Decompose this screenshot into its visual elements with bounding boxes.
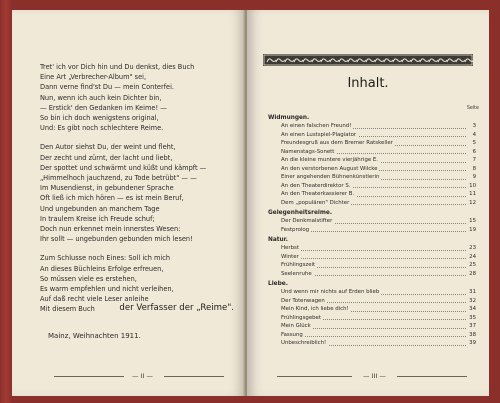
toc-entry-page: 31 (466, 288, 476, 297)
poem-line: Den Autor siehst Du, der weint und fleht, (40, 143, 176, 152)
toc-entry-page: 23 (466, 244, 476, 253)
poem-line: — Erstick' den Gedanken im Keime! — (40, 103, 167, 112)
toc-entry-page: 6 (466, 148, 476, 157)
toc-entry-page: 5 (466, 139, 476, 148)
poem-line: Eine Art „Verbrecher-Album" sei, (40, 73, 147, 82)
poem-line: Im Musendienst, in gebundener Sprache (40, 184, 174, 193)
toc-title: Inhalt. (347, 76, 389, 91)
toc-entry-title: Seelenruhe (281, 270, 312, 277)
toc-entry-title: Namenstags-Sonett (281, 148, 335, 155)
toc-entry (268, 253, 476, 262)
toc-entry (268, 322, 476, 331)
toc-entry (268, 139, 476, 148)
toc-entry (268, 182, 476, 191)
toc-entry (268, 131, 476, 140)
preface-poem (40, 62, 245, 324)
poem-line: So bin ich doch wenigstens original, (40, 114, 159, 123)
toc-entry-page: 35 (466, 314, 476, 323)
poem-line: „Himmelhoch jauchzend, zu Tode betrübt" — — (40, 174, 197, 183)
poem-stanza (40, 62, 245, 133)
footer-rule-left-2 (164, 376, 224, 377)
toc-entry (268, 122, 476, 131)
toc-entry-title: An den Theaterdirektor S. (281, 182, 351, 189)
poem-line: Es warm empfehlen und nicht verleihen, (40, 285, 174, 294)
poem-line: Zum Schlusse noch Eines: Soll ich mich (40, 254, 171, 263)
toc-entry-page: 25 (466, 261, 476, 270)
page-number-left: — II — (132, 372, 153, 380)
toc-section-heading: Natur. (268, 237, 288, 243)
toc-entry-title: Einer angehenden Bühnenkünstlerin (281, 174, 380, 180)
footer-rule-right-2 (397, 376, 467, 377)
toc-leader-dots (281, 336, 466, 337)
toc-entry-title: Der Totenwagen (281, 297, 325, 304)
toc-leader-dots (281, 258, 466, 259)
toc-entry (268, 226, 476, 235)
toc-section-heading: Gelegenheitsreime. (268, 210, 333, 216)
toc-entry-page: 24 (466, 253, 476, 262)
toc-entry (268, 173, 476, 182)
footer-rule-left-1 (54, 376, 124, 377)
ornamental-border (263, 54, 473, 66)
toc-entry (268, 156, 476, 165)
toc-entry-page: 39 (466, 339, 476, 348)
toc-entry-page: 4 (466, 131, 476, 140)
toc-entry (268, 148, 476, 157)
place-date: Mainz, Weihnachten 1911. (48, 332, 141, 340)
toc-entry-page: 12 (466, 199, 476, 208)
toc-entry-page: 11 (466, 190, 476, 199)
toc-entry (268, 261, 476, 270)
toc-entry-title: Und wenn mir nichts auf Erden blieb (281, 289, 380, 295)
toc-entry (268, 297, 476, 306)
toc-entry (268, 305, 476, 314)
toc-entry-page: 38 (466, 331, 476, 340)
toc-section-heading: Liebe. (268, 281, 288, 287)
toc-entry-page: 8 (466, 165, 476, 174)
footer-rule-right-1 (277, 376, 352, 377)
toc-entry-page: 19 (466, 226, 476, 235)
poem-line: An dieses Büchleins Erfolge erfreuen, (40, 264, 164, 273)
toc-entry (268, 270, 476, 279)
toc-entry-title: Frühlingsgebet (281, 314, 321, 321)
poem-line: Der zecht und zürnt, der lacht und liebt, (40, 153, 173, 162)
poem-line: Dann verne find'st Du — mein Conterfei. (40, 83, 175, 92)
toc-entry-title: Der Denkmalstifter (281, 218, 333, 224)
toc-entry-title: Mein Kind, ich liebe dich! (281, 306, 349, 312)
toc-entry-title: Fassung (281, 331, 303, 338)
toc-entry-page: 37 (466, 322, 476, 331)
poem-line: Nun, wenn ich auch kein Dichter bin, (40, 93, 162, 102)
toc-entry-title: Freundesgruß aus dem Bremer Ratskeller (281, 140, 393, 146)
toc-entry-page: 7 (466, 156, 476, 165)
toc-entry-title: Dem „populären" Dichter (281, 199, 350, 206)
toc-entry-title: An den verstorbenen August Wilcke (281, 165, 378, 172)
seite-label: Seite (466, 106, 479, 111)
poem-line: Der spottet und schwärmt und küßt und kämpft — (40, 163, 207, 172)
toc-entry-page: 32 (466, 297, 476, 306)
page-number-right: — III — (363, 372, 386, 380)
toc-entry-title: Mein Glück (281, 323, 311, 329)
toc-entry-page: 34 (466, 305, 476, 314)
toc-entry-title: An die kleine muntere vierjährige E. (281, 157, 379, 163)
poem-line: Ihr sollt — ungebunden gebunden mich lesen! (40, 235, 193, 244)
toc-entry (268, 288, 476, 297)
toc-entry-page: 9 (466, 173, 476, 182)
poem-line: In traulem Kreise ich Freude schuf; (40, 214, 155, 223)
right-page (247, 10, 489, 396)
toc-entry (268, 339, 476, 348)
toc-entry (268, 314, 476, 323)
toc-entry-title: Herbst (281, 245, 299, 251)
poem-line: Doch nun erkennet mein innerstes Wesen: (40, 225, 181, 234)
toc-entry-page: 28 (466, 270, 476, 279)
toc-entry-page: 10 (466, 182, 476, 191)
poem-line: Und ungebunden an manchem Tage (40, 204, 160, 213)
toc-entry-title: Frühlingszeit (281, 262, 316, 268)
left-page (12, 10, 245, 396)
toc-entry-title: An einen Lustspiel-Plagiator (281, 131, 357, 138)
toc-entry-title: An einen falschen Freund! (281, 123, 352, 129)
poem-line: Oft ließ ich mich hören — es ist mein Beruf, (40, 194, 184, 203)
toc-entry (268, 165, 476, 174)
poem-line: So müssen viele es erstehen, (40, 274, 137, 283)
toc-entry-title: Unbeschreiblich! (281, 340, 327, 346)
toc-entry (268, 244, 476, 253)
toc-entry-page: 15 (466, 217, 476, 226)
poem-line: Mit diesem Buch (40, 305, 95, 314)
poem-line: Und: Es gibt noch schlechtere Reime. (40, 124, 164, 133)
poem-stanza (40, 142, 245, 244)
toc-entry-title: An den Theaterkassierer B. (281, 191, 355, 197)
toc-entry-title: Winter (281, 253, 299, 260)
poem-line: Auf daß recht viele Leser anleihe (40, 295, 149, 304)
poem-line: Tret' ich vor Dich hin und Du denkst, dies Buch (40, 63, 195, 71)
toc-leader-dots (281, 250, 466, 251)
table-of-contents (268, 112, 476, 348)
toc-section-heading: Widmungen. (268, 115, 310, 121)
author-signature: der Verfasser der „Reime". (119, 303, 234, 313)
toc-entry (268, 331, 476, 340)
toc-entry (268, 190, 476, 199)
toc-entry-title: Festprolog (281, 226, 310, 233)
toc-entry (268, 217, 476, 226)
toc-entry (268, 199, 476, 208)
toc-entry-page: 3 (466, 122, 476, 131)
